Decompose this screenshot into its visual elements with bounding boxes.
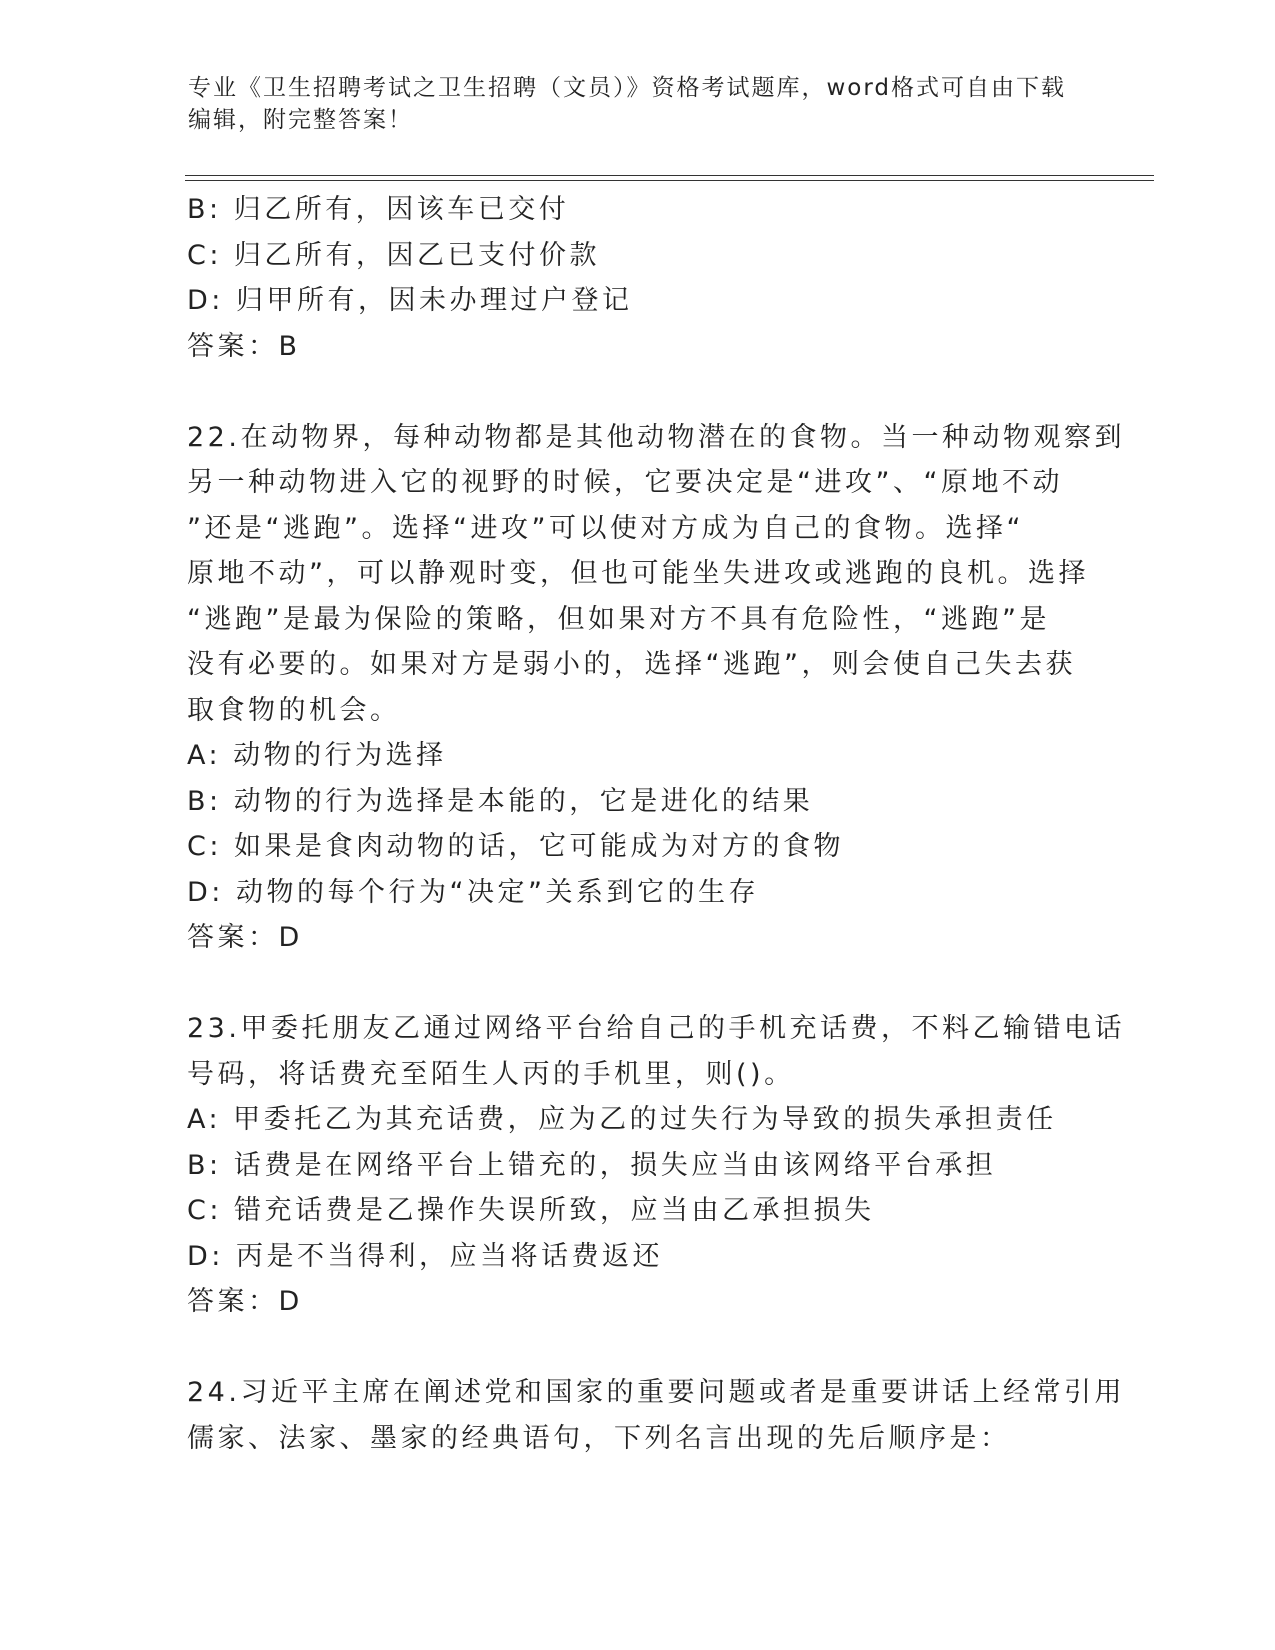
header-line-1: 专业《卫生招聘考试之卫生招聘（文员）》资格考试题库，word格式可自由下载 [188,75,1067,101]
q21-answer: 答案：B [187,330,301,362]
q21-option-d: D: 归甲所有，因未办理过户登记 [187,285,633,316]
q23-option-c: C: 错充话费是乙操作失误所致，应当由乙承担损失 [187,1195,875,1226]
question-spacer [187,1325,1087,1371]
q23-answer: 答案：D [187,1286,303,1317]
q22-option-a: A: 动物的行为选择 [187,740,447,771]
question-content [187,187,1125,1461]
q23-option-a: A: 甲委托乙为其充话费，应为乙的过失行为导致的损失承担责任 [187,1104,1057,1135]
q23-option-b: B: 话费是在网络平台上错充的，损失应当由该网络平台承担 [187,1149,997,1181]
q22-stem-line: 原地不动”，可以静观时变，但也可能坐失进攻或逃跑的良机。选择 [187,558,1089,589]
q21-option-b: B: 归乙所有，因该车已交付 [187,194,570,225]
header-line-2: 编辑，附完整答案！ [188,107,413,133]
question-spacer [187,961,1087,1007]
q24-stem-line: 儒家、法家、墨家的经典语句，下列名言出现的先后顺序是： [187,1422,1011,1454]
q22-stem-line: 取食物的机会。 [187,694,401,726]
q23-stem-line: 23.甲委托朋友乙通过网络平台给自己的手机充话费，不料乙输错电话 [187,1013,1125,1044]
q22-option-d: D: 动物的每个行为“决定”关系到它的生存 [187,876,759,908]
q22-stem-line: 另一种动物进入它的视野的时候，它要决定是“进攻”、“原地不动 [187,467,1063,498]
q22-stem-line: 没有必要的。如果对方是弱小的，选择“逃跑”，则会使自己失去获 [187,649,1076,680]
q23-option-d: D: 丙是不当得利，应当将话费返还 [187,1240,663,1272]
q24-stem-line: 24.习近平主席在阐述党和国家的重要问题或者是重要讲话上经常引用 [187,1377,1125,1408]
q21-option-c: C: 归乙所有，因乙已支付价款 [187,239,601,271]
q22-stem-line: 22.在动物界，每种动物都是其他动物潜在的食物。当一种动物观察到 [187,421,1125,453]
q22-option-b: B: 动物的行为选择是本能的，它是进化的结果 [187,785,814,817]
q22-answer: 答案：D [187,922,303,953]
header-divider-bottom [185,180,1154,181]
q22-stem-line: ”还是“逃跑”。选择“进攻”可以使对方成为自己的食物。选择“ [187,512,1024,544]
question-spacer [187,369,1087,415]
q22-option-c: C: 如果是食肉动物的话，它可能成为对方的食物 [187,831,845,862]
q23-stem-line: 号码，将话费充至陌生人丙的手机里，则()。 [187,1058,795,1090]
header-divider-top [185,175,1154,176]
q22-stem-line: “逃跑”是最为保险的策略，但如果对方不具有危险性，“逃跑”是 [187,603,1050,635]
document-header [188,72,1068,136]
